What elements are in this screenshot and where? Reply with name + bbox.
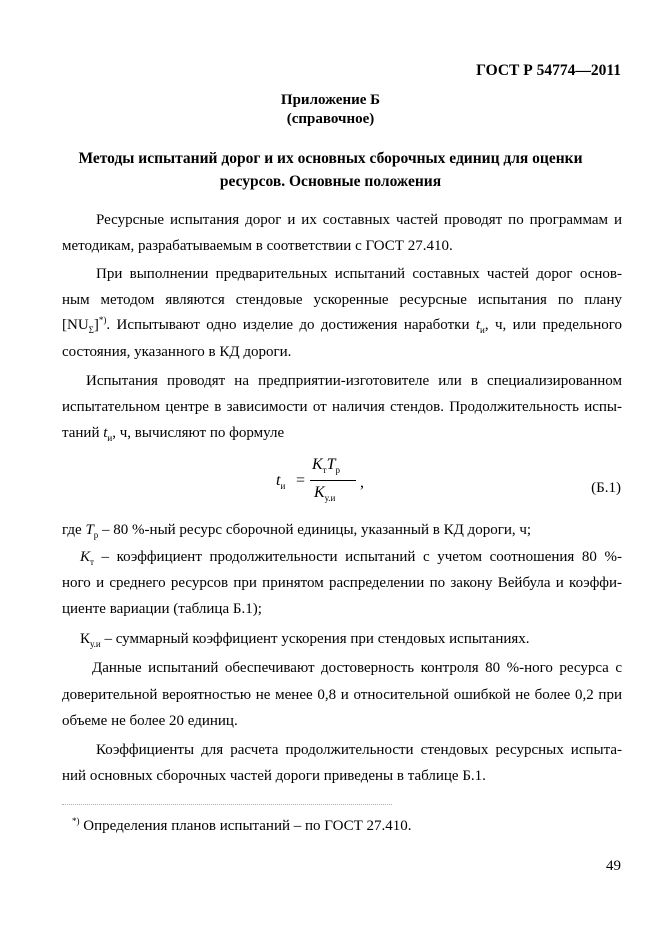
paragraph-3-line-1: Испытания проводят на предприятии-изготовителе или в специализированном [86, 373, 622, 389]
paragraph-3-line-2: испытательном центре в зависимости от наличия стендов. Продолжительность испы- [62, 399, 622, 415]
paragraph-5-line-1: Коэффициенты для расчета продолжительности стендовых ресурсных испыта- [96, 742, 622, 758]
paragraph-4-line-2: доверительной вероятностью не менее 0,8 и относительной ошибкой не более 0,2 при [62, 687, 622, 703]
paragraph-2-line-3: $[NU_\Sigma]^{*)}$. Испытывают одно изделие до достижения наработки $t_и$, ч, или предельного [62, 315, 622, 335]
formula-numerator: $K_тT_р$ [312, 456, 341, 476]
formula-b1: $t_и$ = $K_тT_р$ $K_{у.и}$ , [276, 456, 364, 504]
footnote-separator [62, 804, 392, 805]
formula-number: (Б.1) [591, 480, 621, 496]
footnote-mark: *) [72, 816, 80, 826]
footnote: *) Определения планов испытаний – по ГОСТ 27.410. [72, 816, 412, 834]
where-line-2: $K_т$ – коэффициент продолжительности испытаний с учетом соотношения 80 %- [80, 549, 622, 567]
fraction-bar [310, 480, 356, 481]
paragraph-2-line-1: При выполнении предварительных испытаний составных частей дорог основ- [96, 266, 622, 282]
where-line-3: ного и среднего ресурсов при принятом распределении по закону Вейбула и коэффи- [62, 575, 622, 591]
section-heading-line-2: ресурсов. Основные положения [219, 173, 442, 190]
footnote-reference: *) [98, 315, 107, 325]
page-number: 49 [606, 858, 621, 874]
paragraph-4-line-3: объеме не более 20 единиц. [62, 713, 238, 729]
where-line-4: циенте вариации (таблица Б.1); [62, 601, 262, 617]
appendix-title: Приложение Б [280, 92, 381, 108]
paragraph-1-line-2: методикам, разрабатываемым в соответствии с ГОСТ 27.410. [62, 238, 453, 254]
paragraph-2-line-4: состояния, указанного в КД дороги. [62, 344, 292, 360]
document-standard-number: ГОСТ Р 54774—2011 [476, 62, 621, 79]
formula-denominator: $K_{у.и}$ [314, 484, 336, 504]
paragraph-2-line-2: ным методом являются стендовые ускоренные ресурсные испытания по плану [62, 292, 622, 308]
paragraph-4-line-1: Данные испытаний обеспечивают достоверность контроля 80 %-ного ресурса с [92, 660, 622, 676]
paragraph-5-line-2: ний основных сборочных частей дороги приведены в таблице Б.1. [62, 768, 486, 784]
appendix-subtitle: (справочное) [286, 111, 375, 127]
paragraph-1-line-1: Ресурсные испытания дорог и их составных частей проводят по программам и [96, 212, 622, 228]
where-line-1: где $T_р - 80$ %-ный ресурс сборочной единицы, указанный в КД дороги, ч; [62, 522, 532, 540]
test-plan-notation: $[NU_\Sigma]$ [62, 317, 99, 335]
paragraph-3-line-3: таний $t_и$, ч, вычисляют по формуле [62, 425, 285, 443]
where-line-5: $К_{у.и}$ – суммарный коэффициент ускорения при стендовых испытаниях. [80, 631, 530, 649]
section-heading-line-1: Методы испытаний дорог и их основных сборочных единиц для оценки [78, 150, 583, 167]
